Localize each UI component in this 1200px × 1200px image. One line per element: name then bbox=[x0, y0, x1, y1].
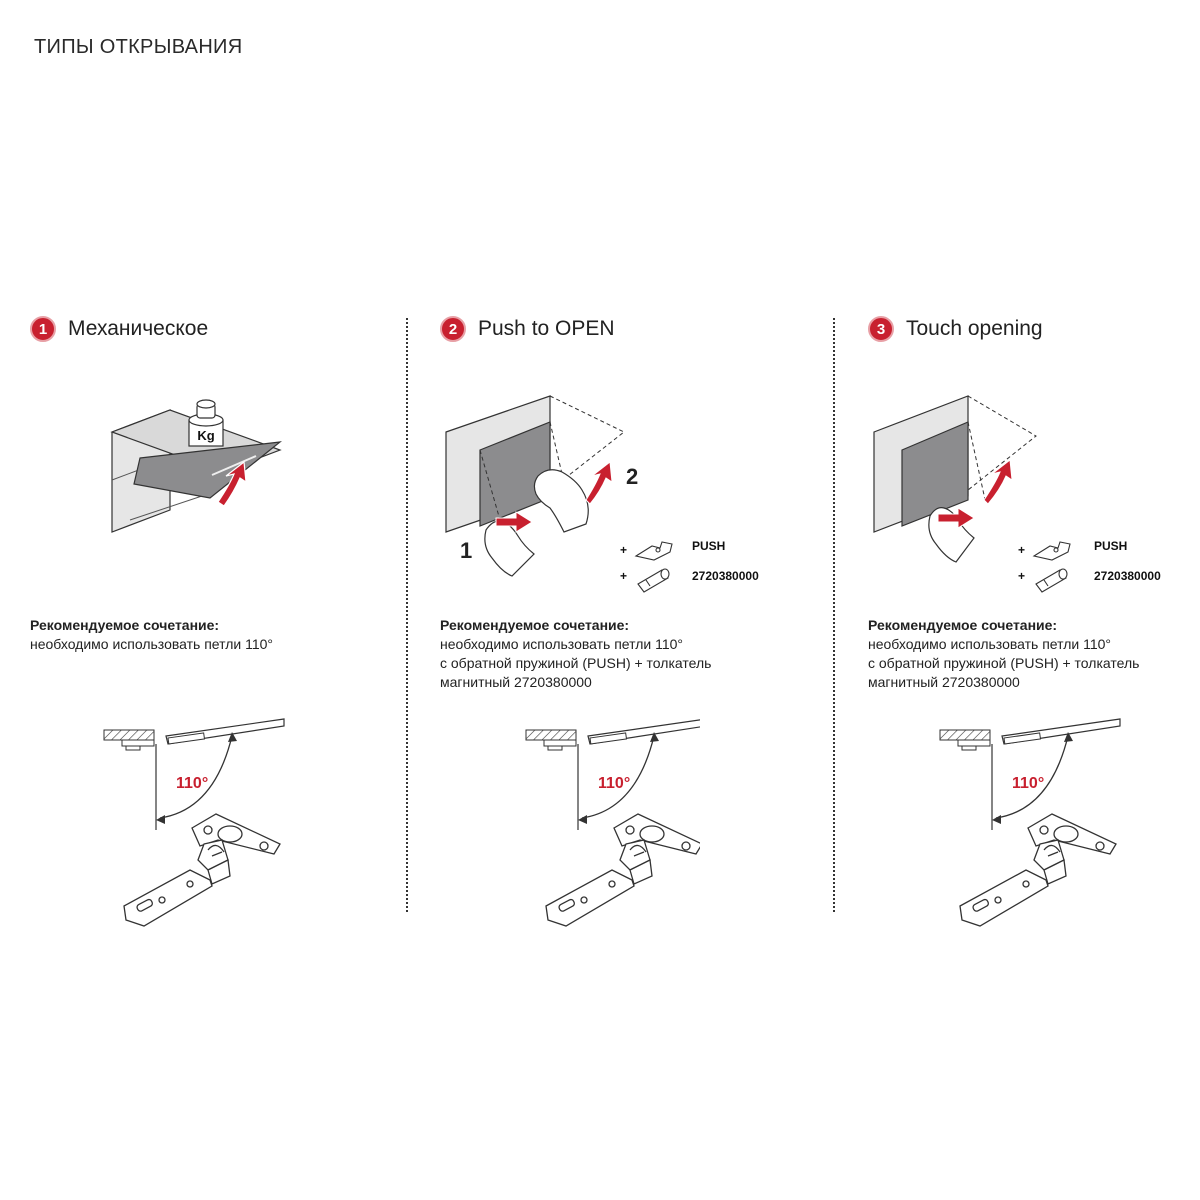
accessory-prefix: + bbox=[1018, 569, 1026, 583]
recommendation-line: необходимо использовать петли 110° bbox=[440, 636, 684, 652]
recommendation bbox=[868, 616, 1139, 692]
push-latch-icon bbox=[636, 542, 672, 560]
recommendation-line: необходимо использовать петли 110° bbox=[30, 636, 274, 652]
push-latch-icon bbox=[1034, 542, 1070, 560]
accessory-label: 2720380000 bbox=[692, 569, 759, 583]
recommendation-line: магнитный 2720380000 bbox=[440, 674, 592, 690]
accessory-prefix: + bbox=[620, 569, 628, 583]
recommendation-heading: Рекомендуемое сочетание: bbox=[440, 617, 630, 633]
recommendation-line: с обратной пружиной (PUSH) + толкатель bbox=[868, 655, 1140, 671]
recommendation-heading: Рекомендуемое сочетание: bbox=[30, 617, 220, 633]
magnetic-pusher-icon bbox=[638, 569, 669, 592]
accessory-prefix: + bbox=[620, 543, 628, 557]
recommendation-line: магнитный 2720380000 bbox=[868, 674, 1020, 690]
hinge-110-diagram bbox=[30, 690, 290, 930]
section-heading bbox=[440, 316, 615, 342]
section-title: Touch opening bbox=[906, 317, 1043, 340]
angle-label: 110° bbox=[598, 775, 631, 792]
weight-label: Kg bbox=[197, 428, 215, 443]
magnetic-pusher-icon bbox=[1036, 569, 1067, 592]
section-title: Push to OPEN bbox=[478, 317, 615, 340]
number-badge: 2 bbox=[440, 316, 466, 342]
column-divider bbox=[833, 318, 835, 912]
recommendation-heading: Рекомендуемое сочетание: bbox=[868, 617, 1058, 633]
hinge-110-diagram bbox=[440, 690, 700, 930]
accessory-label: PUSH bbox=[1094, 539, 1128, 553]
number-badge: 3 bbox=[868, 316, 894, 342]
touch-opening-illustration bbox=[868, 380, 1188, 610]
section-heading bbox=[30, 316, 208, 342]
page-title: ТИПЫ ОТКРЫВАНИЯ bbox=[34, 36, 243, 58]
push-to-open-illustration bbox=[440, 380, 810, 610]
recommendation bbox=[30, 616, 273, 654]
step-1-label: 1 bbox=[460, 538, 473, 563]
cabinet-weight-illustration bbox=[30, 380, 390, 580]
angle-label: 110° bbox=[1012, 775, 1045, 792]
open-arrow-icon bbox=[586, 462, 612, 504]
angle-label: 110° bbox=[176, 775, 209, 792]
accessory-label: 2720380000 bbox=[1094, 569, 1161, 583]
recommendation-line: необходимо использовать петли 110° bbox=[868, 636, 1112, 652]
kg-weight-icon bbox=[189, 400, 223, 446]
column-divider bbox=[406, 318, 408, 912]
hinge-110-diagram bbox=[868, 690, 1148, 930]
section-heading bbox=[868, 316, 1043, 342]
section-title: Механическое bbox=[68, 317, 209, 340]
number-badge: 1 bbox=[30, 316, 56, 342]
recommendation-line: с обратной пружиной (PUSH) + толкатель bbox=[440, 655, 712, 671]
accessory-label: PUSH bbox=[692, 539, 726, 553]
recommendation bbox=[440, 616, 711, 692]
step-2-label: 2 bbox=[626, 464, 639, 489]
accessory-prefix: + bbox=[1018, 543, 1026, 557]
